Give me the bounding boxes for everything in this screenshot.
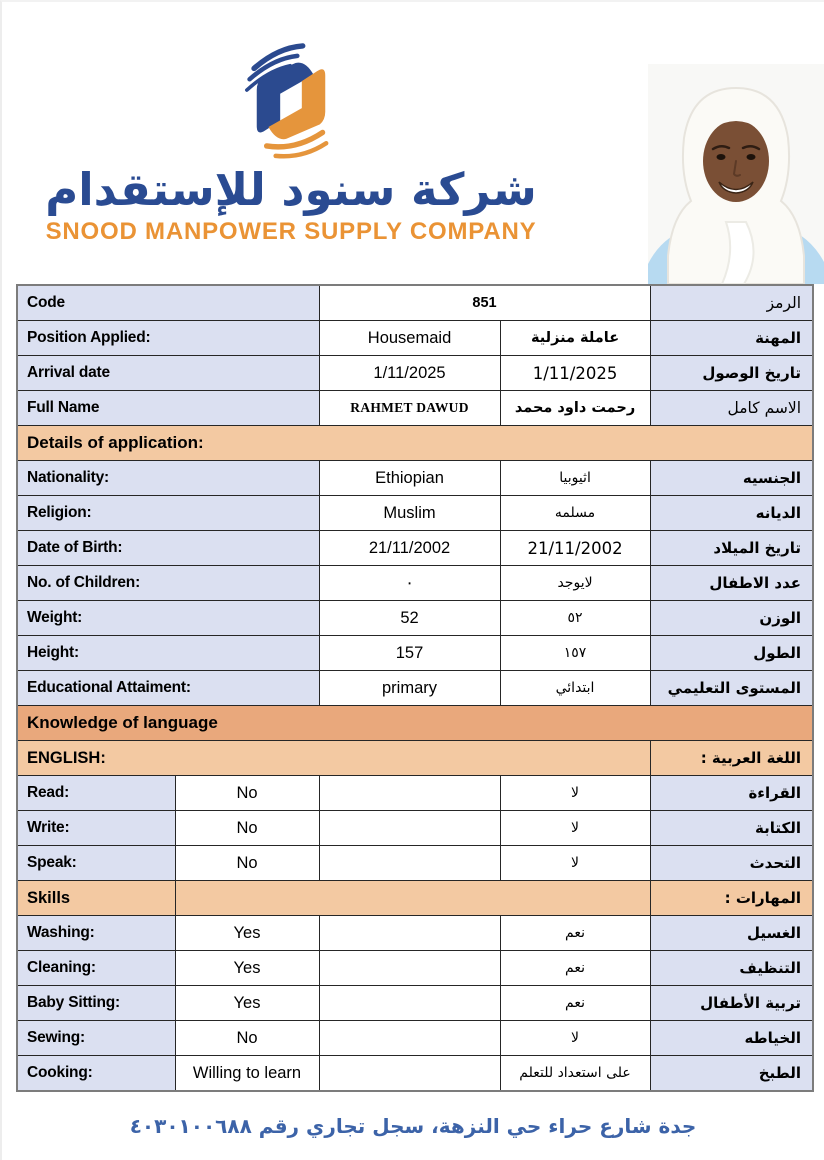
row-cleaning: [17, 951, 813, 986]
language-label-ar: التحدث: [650, 846, 813, 881]
detail-label: Weight:: [17, 601, 319, 636]
language-label: Read:: [17, 776, 175, 811]
fullname-label-ar: الاسم كامل: [650, 391, 813, 426]
row-position: [17, 321, 813, 356]
detail-value-ar: 21/11/2002: [500, 531, 650, 566]
detail-label-ar: الطول: [650, 636, 813, 671]
detail-label-ar: الوزن: [650, 601, 813, 636]
language-value-en: No: [175, 846, 319, 881]
language-value-ar: لا: [500, 811, 650, 846]
company-name-arabic: شركة سنود للإستقدام: [45, 163, 537, 216]
detail-value-ar: ابتدائي: [500, 671, 650, 706]
detail-value-en: 157: [319, 636, 500, 671]
detail-value-ar: لايوجد: [500, 566, 650, 601]
skill-label-ar: تربية الأطفال: [650, 986, 813, 1021]
row-speak: [17, 846, 813, 881]
arrival-label: Arrival date: [17, 356, 319, 391]
code-label-ar: الرمز: [650, 285, 813, 321]
empty-cell: [175, 881, 650, 916]
detail-label: Height:: [17, 636, 319, 671]
language-value-en: No: [175, 811, 319, 846]
row-baby-sitting: [17, 986, 813, 1021]
detail-value-en: 52: [319, 601, 500, 636]
detail-value-ar: اثيوبيا: [500, 461, 650, 496]
empty-cell: [319, 916, 500, 951]
detail-label: No. of Children:: [17, 566, 319, 601]
fullname-label: Full Name: [17, 391, 319, 426]
row-section-details: [17, 426, 813, 461]
fullname-value-ar: رحمت داود محمد: [500, 391, 650, 426]
detail-label: Date of Birth:: [17, 531, 319, 566]
code-value: 851: [319, 285, 650, 321]
empty-cell: [319, 811, 500, 846]
company-brand: [8, 36, 574, 246]
detail-label-ar: عدد الاطفال: [650, 566, 813, 601]
skill-label: Cleaning:: [17, 951, 175, 986]
empty-cell: [319, 776, 500, 811]
skill-label: Sewing:: [17, 1021, 175, 1056]
language-section-header: Knowledge of language: [17, 706, 813, 741]
row-english-subheader: [17, 741, 813, 776]
skill-value-ar: على استعداد للتعلم: [500, 1056, 650, 1092]
row-date-of-birth: [17, 531, 813, 566]
skill-value-en: Yes: [175, 916, 319, 951]
row-children: [17, 566, 813, 601]
language-value-ar: لا: [500, 846, 650, 881]
language-label-ar: الكتابة: [650, 811, 813, 846]
detail-value-en: Ethiopian: [319, 461, 500, 496]
language-label-ar: القراءة: [650, 776, 813, 811]
skills-subheader-label-ar: المهارات :: [650, 881, 813, 916]
row-write: [17, 811, 813, 846]
row-code: [17, 285, 813, 321]
arrival-value-ar: 1/11/2025: [500, 356, 650, 391]
english-subheader-label: ENGLISH:: [17, 741, 650, 776]
skill-value-ar: نعم: [500, 951, 650, 986]
skill-value-en: Yes: [175, 986, 319, 1021]
language-label: Write:: [17, 811, 175, 846]
row-skills-subheader: [17, 881, 813, 916]
empty-cell: [319, 1021, 500, 1056]
row-read: [17, 776, 813, 811]
row-sewing: [17, 1021, 813, 1056]
detail-value-ar: ١٥٧: [500, 636, 650, 671]
code-label: Code: [17, 285, 319, 321]
detail-label-ar: تاريخ الميلاد: [650, 531, 813, 566]
position-value-ar: عاملة منزلية: [500, 321, 650, 356]
row-height: [17, 636, 813, 671]
applicant-photo: [648, 64, 824, 284]
row-arrival-date: [17, 356, 813, 391]
empty-cell: [319, 1056, 500, 1092]
language-label: Speak:: [17, 846, 175, 881]
detail-value-en: 21/11/2002: [319, 531, 500, 566]
detail-label: Educational Attaiment:: [17, 671, 319, 706]
position-value-en: Housemaid: [319, 321, 500, 356]
skills-subheader-label: Skills: [17, 881, 175, 916]
row-section-language: [17, 706, 813, 741]
skill-value-en: No: [175, 1021, 319, 1056]
empty-cell: [319, 951, 500, 986]
row-washing: [17, 916, 813, 951]
skill-label: Baby Sitting:: [17, 986, 175, 1021]
empty-cell: [319, 846, 500, 881]
language-value-ar: لا: [500, 776, 650, 811]
language-value-en: No: [175, 776, 319, 811]
skill-label-ar: الطبخ: [650, 1056, 813, 1092]
empty-cell: [319, 986, 500, 1021]
detail-value-en: primary: [319, 671, 500, 706]
position-label: Position Applied:: [17, 321, 319, 356]
detail-value-ar: مسلمه: [500, 496, 650, 531]
row-education: [17, 671, 813, 706]
skill-label-ar: الغسيل: [650, 916, 813, 951]
arrival-label-ar: تاريخ الوصول: [650, 356, 813, 391]
skill-label-ar: التنظيف: [650, 951, 813, 986]
detail-label-ar: الجنسيه: [650, 461, 813, 496]
row-nationality: [17, 461, 813, 496]
document-header: [2, 2, 824, 284]
footer-address: جدة شارع حراء حي النزهة، سجل تجاري رقم ٤٠٣٠١٠٠٦٨٨: [129, 1114, 697, 1138]
applicant-details-table: [16, 284, 814, 1092]
skill-value-ar: نعم: [500, 986, 650, 1021]
skill-label: Washing:: [17, 916, 175, 951]
details-section-header: Details of application:: [17, 426, 813, 461]
detail-label-ar: المستوى التعليمي: [650, 671, 813, 706]
skill-value-en: Willing to learn: [175, 1056, 319, 1092]
skill-label-ar: الخياطه: [650, 1021, 813, 1056]
row-cooking: [17, 1056, 813, 1092]
skill-value-ar: نعم: [500, 916, 650, 951]
detail-label: Religion:: [17, 496, 319, 531]
detail-value-en: ٠: [319, 566, 500, 601]
position-label-ar: المهنة: [650, 321, 813, 356]
arrival-value-en: 1/11/2025: [319, 356, 500, 391]
detail-label-ar: الديانه: [650, 496, 813, 531]
skill-value-ar: لا: [500, 1021, 650, 1056]
detail-value-en: Muslim: [319, 496, 500, 531]
row-weight: [17, 601, 813, 636]
skill-value-en: Yes: [175, 951, 319, 986]
english-subheader-label-ar: اللغة العربية :: [650, 741, 813, 776]
fullname-value-en: RAHMET DAWUD: [319, 391, 500, 426]
row-religion: [17, 496, 813, 531]
detail-label: Nationality:: [17, 461, 319, 496]
company-logo-icon: [232, 36, 350, 164]
skill-label: Cooking:: [17, 1056, 175, 1092]
row-full-name: [17, 391, 813, 426]
detail-value-ar: ٥٢: [500, 601, 650, 636]
company-name-english: SNOOD MANPOWER SUPPLY COMPANY: [45, 218, 537, 246]
